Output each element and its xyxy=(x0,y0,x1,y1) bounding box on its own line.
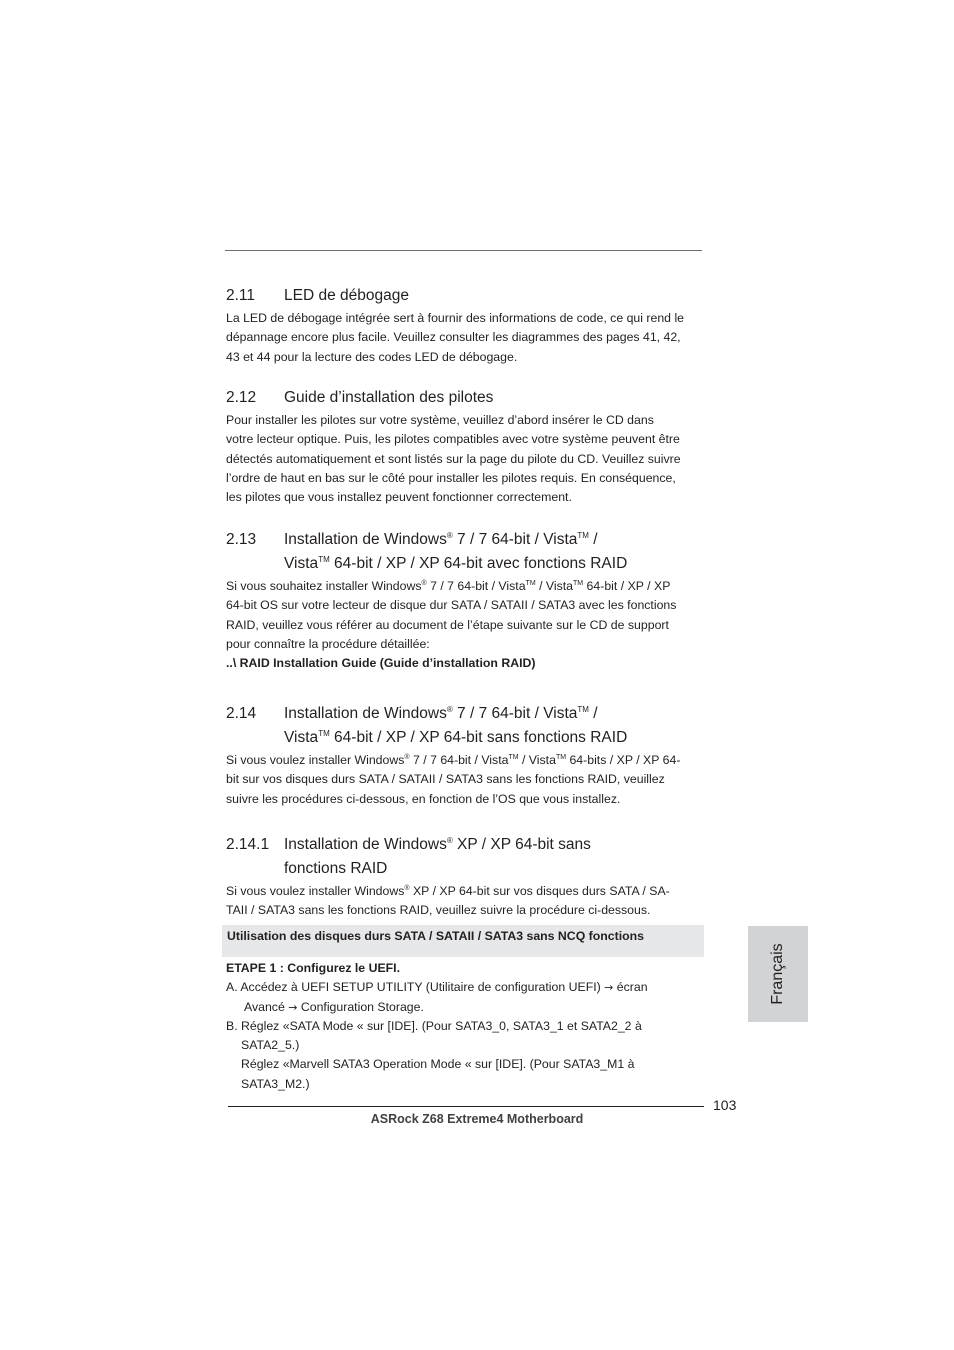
title-text: 64-bit / XP / XP 64-bit avec fonctions RAID xyxy=(329,555,628,572)
heading-2-14-1 xyxy=(226,836,591,854)
section-title-cont xyxy=(284,555,627,573)
title-text: / xyxy=(588,531,598,548)
text-span: Avancé xyxy=(244,999,285,1014)
section-title-cont xyxy=(284,729,627,747)
title-text: Vista xyxy=(284,729,319,746)
section-title-cont: fonctions RAID xyxy=(284,860,388,877)
title-text: XP / XP 64-bit sans xyxy=(452,836,591,853)
text-span: / Vista xyxy=(535,579,574,593)
registered-mark: ® xyxy=(446,531,453,540)
text-span: 7 / 7 64-bit / Vista xyxy=(426,579,526,593)
text-line: La LED de débogage intégrée sert à fournir des informations de code, ce qui rend le xyxy=(226,311,685,325)
step-a-line-2 xyxy=(226,998,706,1017)
title-text: / xyxy=(588,705,598,722)
trademark-mark: TM xyxy=(508,754,519,761)
section-title xyxy=(284,705,598,723)
text-line: votre lecteur optique. Puis, les pilotes compatibles avec votre système peuvent être xyxy=(226,432,680,447)
title-text: Installation de Windows xyxy=(284,705,447,722)
registered-mark: ® xyxy=(404,885,410,892)
text-line: 43 et 44 pour la lecture des codes LED de débogage. xyxy=(226,349,518,364)
text-line: SATA3_M2.) xyxy=(241,1076,310,1091)
trademark-mark: TM xyxy=(555,754,567,761)
section-number: 2.11 xyxy=(226,287,256,304)
paragraph-2-13 xyxy=(226,577,706,673)
section-number: 2.14 xyxy=(226,705,257,722)
trademark-mark: TM xyxy=(318,555,330,564)
section-title: Guide d’installation des pilotes xyxy=(284,389,494,406)
text-line: RAID, veuillez vous référer au document de l’étape suivante sur le CD de support xyxy=(226,617,669,632)
heading-2-12 xyxy=(226,389,493,407)
cd-path: ..\ RAID Installation Guide (Guide d’installation RAID) xyxy=(226,656,536,671)
text-span: écran xyxy=(613,980,648,995)
section-number: 2.14.1 xyxy=(226,836,270,853)
paragraph-2-14-1 xyxy=(226,882,706,921)
section-number: 2.13 xyxy=(226,531,257,548)
title-text: 7 / 7 64-bit / Vista xyxy=(452,705,578,722)
text-line xyxy=(226,751,706,770)
section-title xyxy=(284,531,598,549)
text-line: détectés automatiquement et sont listés sur la page du pilote du CD. Veuillez suivre xyxy=(226,451,681,466)
text-line: Réglez «Marvell SATA3 Operation Mode « sur [IDE]. (Pour SATA3_M1 à xyxy=(241,1057,635,1072)
language-tab xyxy=(748,926,808,1022)
paragraph-2-14 xyxy=(226,751,706,809)
text-span: / Vista xyxy=(518,753,556,767)
text-line: 64-bit OS sur votre lecteur de disque dur SATA / SATAII / SATA3 avec les fonctions xyxy=(226,598,677,613)
text-span: XP / XP 64-bit sur vos disques durs SATA / SA- xyxy=(409,884,670,898)
heading-2-11 xyxy=(226,287,409,305)
text-line: Pour installer les pilotes sur votre système, veuillez d’abord insérer le CD dans xyxy=(226,413,654,427)
bottom-rule xyxy=(228,1106,704,1107)
top-rule xyxy=(225,250,702,251)
text-line: suivre les procédures ci-dessous, en fonction de l’OS que vous installez. xyxy=(226,791,621,806)
registered-mark: ® xyxy=(446,705,453,714)
text-line: les pilotes que vous installez peuvent fonctionner correctement. xyxy=(226,490,572,505)
registered-mark: ® xyxy=(446,836,453,845)
paragraph-2-12 xyxy=(226,411,706,507)
section-number: 2.12 xyxy=(226,389,257,406)
title-text: Installation de Windows xyxy=(284,836,447,853)
text-line: B. Réglez «SATA Mode « sur [IDE]. (Pour SATA3_0, SATA3_1 et SATA2_2 à xyxy=(226,1018,642,1033)
text-line xyxy=(226,577,706,596)
title-text: Installation de Windows xyxy=(284,531,447,548)
text-line: TAII / SATA3 sans les fonctions RAID, veuillez suivre la procédure ci-dessous. xyxy=(226,903,651,918)
trademark-mark: TM xyxy=(525,580,536,587)
text-span: 64-bits / XP / XP 64- xyxy=(566,753,681,767)
title-text: Vista xyxy=(284,555,319,572)
arrow-icon: → xyxy=(604,981,614,995)
heading-2-14 xyxy=(226,705,598,723)
text-span: Si vous voulez installer Windows xyxy=(226,884,405,898)
arrow-icon: → xyxy=(288,1000,298,1014)
text-line: l’ordre de haut en bas sur le côté pour installer les pilotes requis. En conséquence, xyxy=(226,470,676,485)
text-span: Si vous voulez installer Windows xyxy=(226,753,405,767)
registered-mark: ® xyxy=(421,580,427,587)
section-title xyxy=(284,836,591,854)
step-1-title: ETAPE 1 : Configurez le UEFI. xyxy=(226,961,400,975)
trademark-mark: TM xyxy=(573,580,584,587)
step-1-block xyxy=(226,959,706,1094)
text-span: 7 / 7 64-bit / Vista xyxy=(409,753,509,767)
band-title: Utilisation des disques durs SATA / SATAII / SATA3 sans NCQ fonctions xyxy=(227,929,644,943)
step-a-line xyxy=(226,978,706,997)
text-line xyxy=(226,882,706,901)
text-line: bit sur vos disques durs SATA / SATAII / SATA3 sans les fonctions RAID, veuillez xyxy=(226,772,665,787)
trademark-mark: TM xyxy=(577,531,589,540)
heading-2-13 xyxy=(226,531,598,549)
text-span: Configuration Storage. xyxy=(297,999,424,1014)
page-number: 103 xyxy=(713,1097,737,1113)
title-text: 7 / 7 64-bit / Vista xyxy=(452,531,578,548)
trademark-mark: TM xyxy=(577,705,589,714)
text-line: SATA2_5.) xyxy=(241,1038,300,1053)
text-line: pour connaître la procédure détaillée: xyxy=(226,636,430,651)
registered-mark: ® xyxy=(404,754,410,761)
text-span: A. Accédez à UEFI SETUP UTILITY (Utilitaire de configuration UEFI) xyxy=(226,980,601,995)
title-text: 64-bit / XP / XP 64-bit sans fonctions RAID xyxy=(329,729,628,746)
text-span: 64-bit / XP / XP xyxy=(583,579,671,593)
paragraph-2-11 xyxy=(226,309,706,367)
text-line: dépannage encore plus facile. Veuillez consulter les diagrammes des pages 41, 42, xyxy=(226,330,681,345)
section-title: LED de débogage xyxy=(284,287,409,304)
footer: ASRock Z68 Extreme4 Motherboard xyxy=(370,1112,584,1126)
trademark-mark: TM xyxy=(318,729,330,738)
language-tab-label: Français xyxy=(769,943,786,1005)
sata-ncq-band xyxy=(222,925,704,957)
text-span: Si vous souhaitez installer Windows xyxy=(226,579,422,593)
